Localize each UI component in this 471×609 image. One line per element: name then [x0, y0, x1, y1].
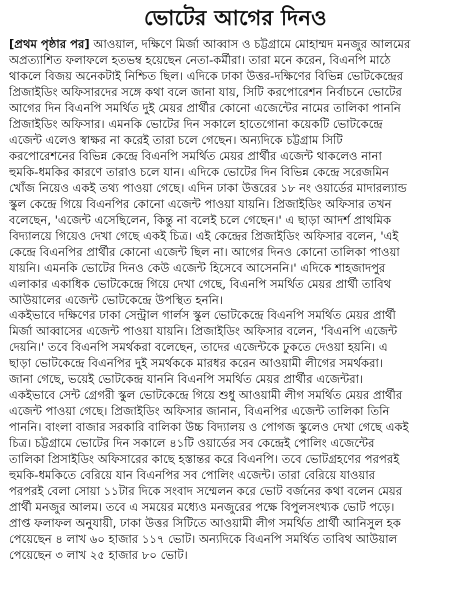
- article-line: এলাকার একাধিক ভোটকেন্দ্রে গিয়ে দেখা গেছে, বিএনপি সমর্থিত মেয়র প্রার্থী তাবিথ: [9, 276, 392, 291]
- article-line: পরপরই বেলা সোয়া ১১টার দিকে সংবাদ সম্মেলন করে ভোট বর্জনের কথা বলেন মেয়র: [9, 484, 403, 499]
- article-line: হুমকি-ধমকিতে বেরিয়ে যান বিএনপির সব পোলিং এজেন্ট। তারা বেরিয়ে যাওয়ার: [9, 468, 376, 483]
- article-line: প্রাপ্ত ফলাফল অনুযায়ী, ঢাকা উত্তর সিটিতে আওয়ামী লীগ সমর্থিত প্রার্থী আনিসুল হক: [9, 516, 401, 531]
- article-line: বলেছেন, 'এজেন্ট এসেছিলেন, কিন্তু না বলেই চলে গেছেন।' এ ছাড়া আদর্শ প্রাথমিক: [9, 212, 392, 227]
- article-line: এজেন্ট পাওয়া গেছে। প্রিজাইডিং অফিসার জানান, বিএনপির এজেন্ট তালিকা তিনি: [9, 404, 390, 419]
- article-line-1-text: আওয়াল, দক্ষিণে মির্জা আব্বাস ও চট্টগ্রামে মোহাম্মদ মনজুর আলমের: [89, 37, 411, 51]
- article-line: প্রার্থী মনজুর আলম। তবে এ সময়ের মধ্যেও মনজুরের পক্ষে বিপুলসংখ্যক ভোট পড়ে।: [9, 500, 395, 515]
- article-line: তালিকা প্রিসাইডিং অফিসারের কাছে হস্তান্তর করে বিএনপি। তবে ভোটগ্রহণের পরপরই: [9, 452, 400, 467]
- article-line: একইভাবে দক্ষিণের ঢাকা সেন্ট্রাল গার্লস স্কুল ভোটকেন্দ্রে বিএনপি সমর্থিত মেয়র প্রার্থী: [9, 308, 396, 323]
- article-line: যায়নি। এমনকি ভোটের দিনও কেউ এজেন্ট হিসেবে আসেননি।' এদিকে শাহজাদপুর: [9, 260, 386, 275]
- article-line: পেয়েছেন ৪ লাখ ৬০ হাজার ১১৭ ভোট। অন্যদিকে বিএনপি সমর্থিত তাবিথ আউয়াল: [9, 532, 398, 547]
- article-line: আউয়ালের এজেন্ট ভোটকেন্দ্রে উপস্থিত হননি।: [9, 292, 223, 307]
- article-line: মির্জা আব্বাসের এজেন্ট পাওয়া যায়নি। প্রিজাইডিং অফিসার বলেন, 'বিএনপি এজেন্ট: [9, 324, 398, 339]
- article-line: পেয়েছেন ৩ লাখ ২৫ হাজার ৮০ ভোট।: [9, 548, 188, 562]
- article-body: [9, 37, 465, 605]
- article-line: পাননি। বাংলা বাজার সরকারি বালিকা উচ্চ বিদ্যালয় ও পোগজ স্কুলেও দেখা গেছে একই: [9, 420, 409, 435]
- article-line: একইভাবে সেন্ট গ্রেগরী স্কুল ভোটকেন্দ্রে গিয়ে শুধু আওয়ামী লীগ সমর্থিত মেয়র প্রার্থীর: [9, 388, 403, 403]
- article-line: করপোরেশনের বিভিন্ন কেন্দ্রে বিএনপি সমর্থিত মেয়র প্রার্থীর এজেন্ট থাকলেও নানা: [9, 148, 382, 163]
- article-line: প্রিজাইডিং অফিসারদের সঙ্গে কথা বলে জানা যায়, সিটি করপোরেশন নির্বাচনে ভোটের: [9, 84, 402, 99]
- article-line: অপ্রত্যাশিত ফলাফলে হতভম্ব হয়েছেন নেতা-কর্মীরা। তারা মনে করেন, বিএনপি মাঠে: [9, 52, 391, 67]
- article-line: এজেন্ট এলেও স্বাক্ষর না করেই তারা চলে গেছেন। অন্যদিকে চট্টগ্রাম সিটি: [9, 132, 343, 147]
- article-line: হুমকি-ধমকির কারণে তারাও চলে যান। এদিকে ভোটের দিন বিভিন্ন কেন্দ্রে সরেজমিন: [9, 164, 389, 179]
- article-line: স্কুল কেন্দ্রে গিয়ে বিএনপির কোনো এজেন্ট পাওয়া যায়নি। প্রিজাইডিং অফিসার তখন: [9, 196, 392, 211]
- article-line: প্রিজাইডিং অফিসার। এমনকি ভোটের দিন সকালে হাতেগোনা কয়েকটি ভোটকেন্দ্রে: [9, 116, 383, 131]
- article-line: [9, 564, 465, 580]
- article-line: থাকলে বিজয় অনেকটাই নিশ্চিত ছিল। এদিকে ঢাকা উত্তর-দক্ষিণের বিভিন্ন ভোটকেন্দ্রের: [9, 68, 404, 83]
- article-line: জানা গেছে, ভয়েই ভোটকেন্দ্র যাননি বিএনপি সমর্থিত মেয়র প্রার্থীর এজেন্টরা।: [9, 372, 364, 387]
- headline: ভোটের আগের দিনও: [144, 6, 327, 30]
- article-line: চিত্র। চট্টগ্রামে ভোটের দিন সকালে ৪১টি ওয়ার্ডের সব কেন্দ্রেই পোলিং এজেন্টের: [9, 436, 375, 451]
- article-line: আগের দিন বিএনপি সমর্থিত দুই মেয়র প্রার্থীর কোনো এজেন্টের নামের তালিকা পাননি: [9, 100, 401, 115]
- article-line-1: [9, 37, 465, 53]
- article-line: বিদ্যালয়ে গিয়েও দেখা গেছে একই চিত্র। এই কেন্দ্রের প্রিজাইডিং অফিসার বলেন, 'এই: [9, 228, 399, 243]
- continuation-kicker: [প্রথম পৃষ্ঠার পর]: [9, 37, 90, 51]
- article-line: দেয়নি।' তবে বিএনপি সমর্থকরা বলেছেন, তাদের এজেন্টকে ঢুকতে দেওয়া হয়নি। এ: [9, 340, 388, 355]
- article-line: কেন্দ্রে বিএনপির প্রার্থীর কোনো এজেন্ট ছিল না। আগের দিনও কোনো তালিকা পাওয়া: [9, 244, 400, 259]
- article-line: ছাড়া ভোটকেন্দ্রে বিএনপির দুই সমর্থককে মারধর করেন আওয়ামী লীগের সমর্থকরা।: [9, 356, 384, 371]
- article-line: খোঁজ নিয়েও একই তথ্য পাওয়া গেছে। এদিন ঢাকা উত্তরের ১৮ নং ওয়ার্ডের মাদারল্যান্ড: [9, 180, 407, 195]
